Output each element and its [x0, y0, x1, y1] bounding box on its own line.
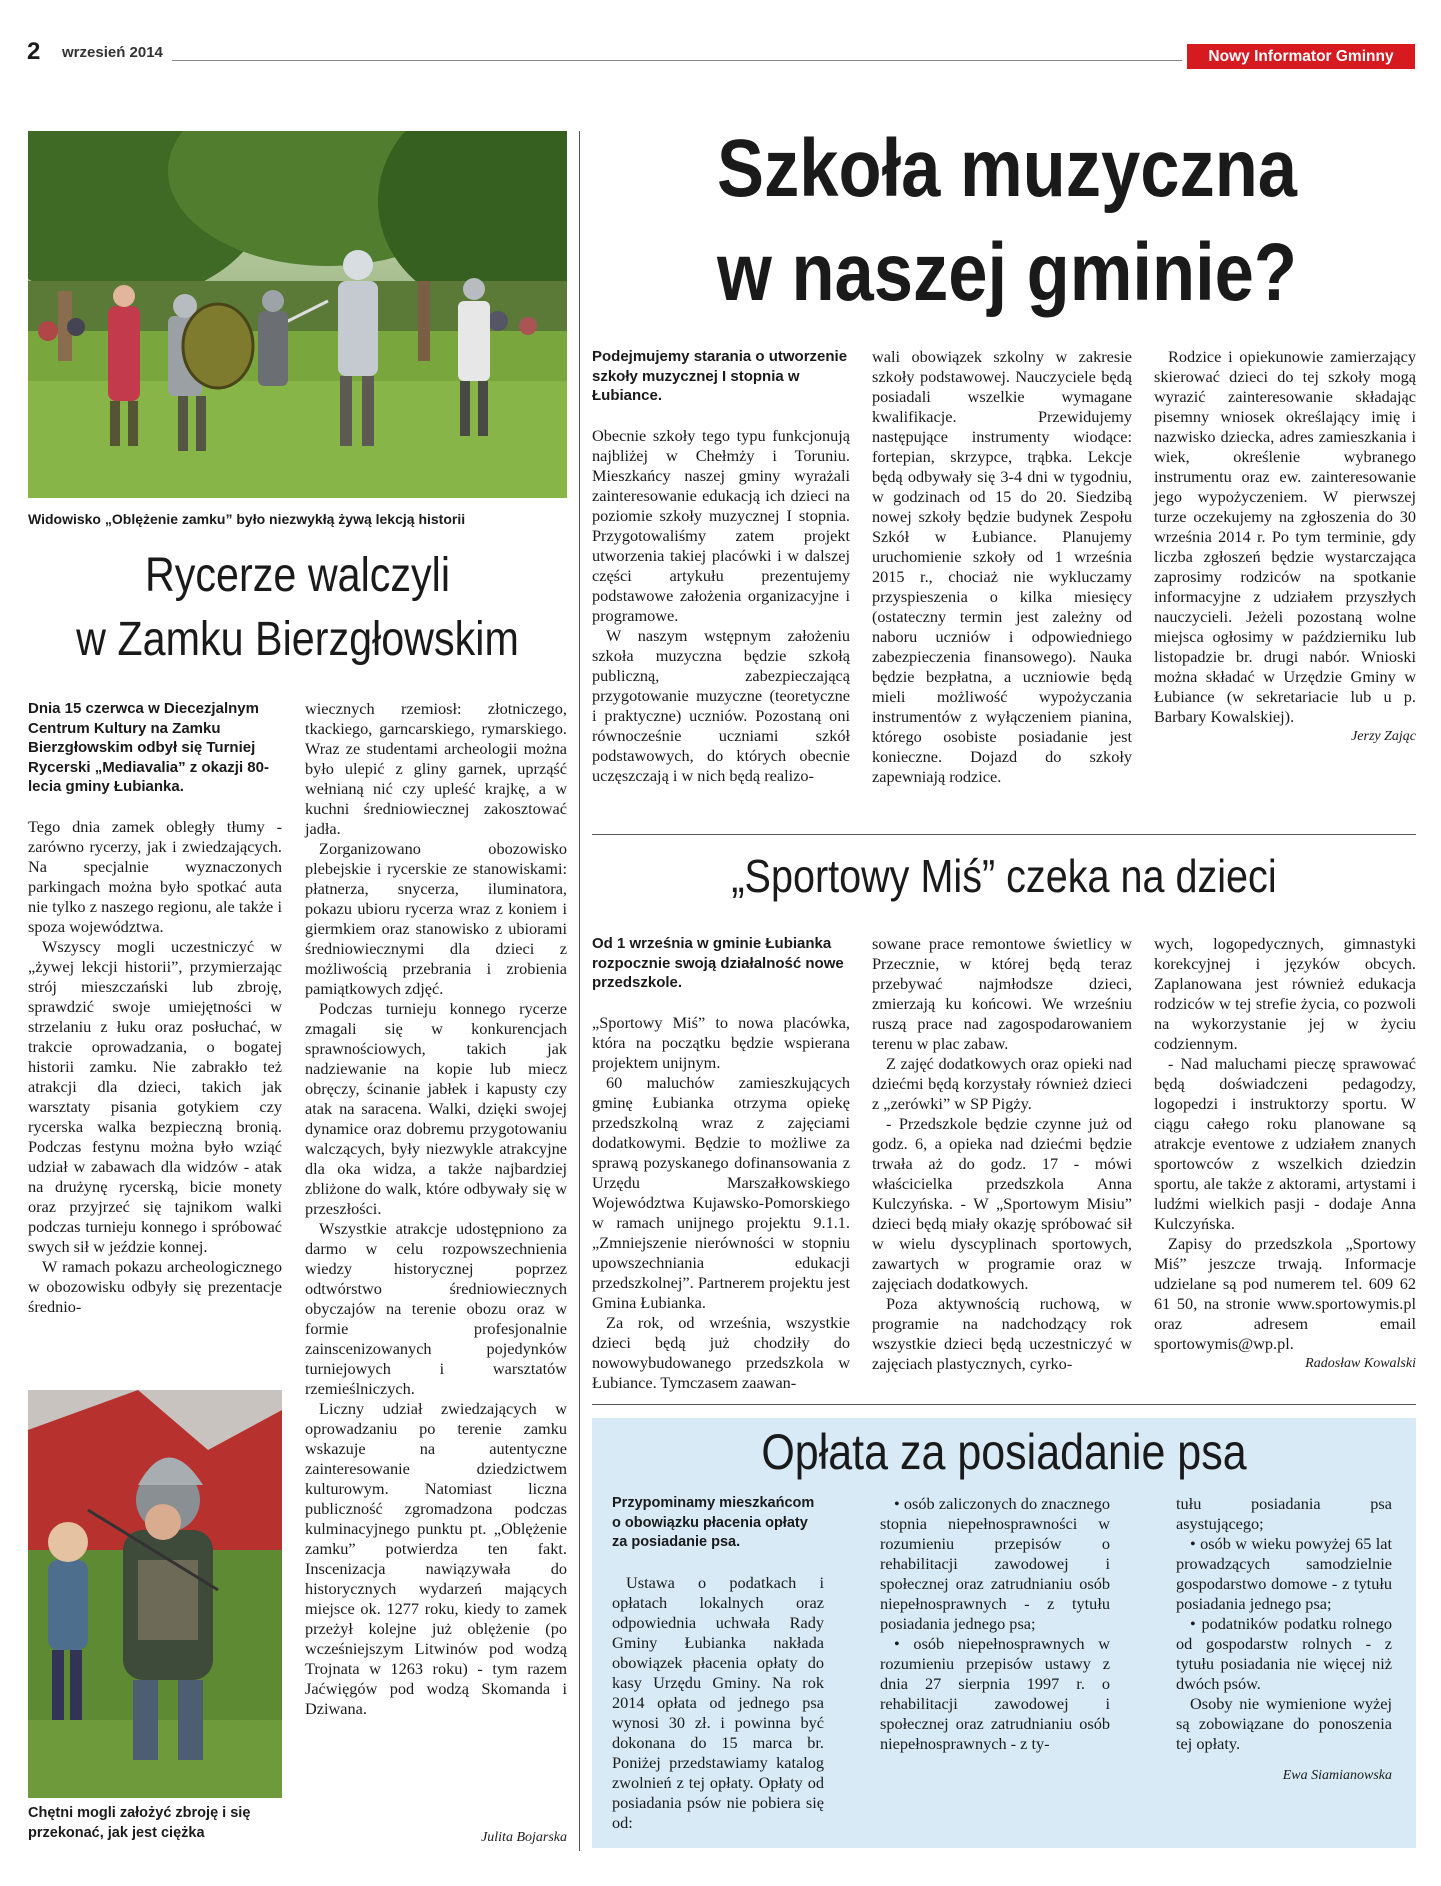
dog-lead: Przypominamy mieszkańcom o obowiązku płacenia opłaty za posiadanie psa. [612, 1495, 815, 1550]
list-item: • podatników podatku rolnego od gospodarstw rolnych - z tytułu posiadania nie więcej niż dwóch psów. [1176, 1614, 1392, 1693]
knights-photo-caption: Widowisko „Oblężenie zamku” było niezwykłą żywą lekcją historii [28, 511, 466, 527]
music-column-3 [1154, 347, 1416, 745]
knights-title [59, 544, 536, 672]
music-col2-text [872, 347, 1132, 787]
paragraph: Wszystkie atrakcje udostępniono za darmo w celu rozpowszechnienia wiedzy historycznej poprzez odtwórstwo średniowiecznych obyczajów na terenie obozu oraz w formie profesjonalnie zainscenizowanych pojedynków turniejowych i warsztatów rzemieślniczych. [305, 1219, 567, 1398]
dog-column-2 [880, 1494, 1110, 1754]
knights-column-2 [305, 699, 567, 1719]
paragraph: Poza aktywnością ruchową, w programie na nadchodzący rok wszystkie dzieci będą uczestniczyć w zajęciach plastycznych, cyrko- [872, 1294, 1132, 1373]
paragraph: Obecnie szkoły tego typu funkcjonują najbliżej w Chełmży i Toruniu. Mieszkańcy naszej gminy wyrażali zainteresowanie edukacją ich dzieci na poziomie szkoły muzycznej I stopnia. Przygotowaliśmy zatem projekt utworzenia takiej placówki i w dalszej części artykułu prezentujemy podstawowe założenia organizacyjne i programowe. [592, 425, 850, 625]
sport-col2-text [872, 934, 1132, 1374]
sport-title: „Sportowy Miś” czeka na dzieci [731, 850, 1277, 902]
paragraph: 60 maluchów zamieszkujących gminę Łubianka otrzyma opiekę przedszkolną wraz z zajęciami dodatkowymi. Będzie to możliwe za sprawą pozyskanego dofinansowania z Urzędu Marszałkowskiego Województwa Kujawsko-Pomorskiego w ramach unijnego projektu 9.1.1. „Zmniejszenie nierówności w stopniu upowszechniania edukacji przedszkolnej”. Partnerem projektu jest Gmina Łubianka. [592, 1072, 850, 1312]
dog-column-3 [1176, 1494, 1392, 1784]
paragraph: wych, logopedycznych, gimnastyki korekcyjnej i języków obcych. Zaplanowana jest również edukacja rodziców w tej strefie życia, co pozwoli na wykorzystanie jej w życiu codziennym. [1154, 934, 1416, 1053]
knights-column-1 [28, 699, 282, 1317]
music-title [650, 117, 1364, 325]
knights-lead: Dnia 15 czerwca w Diecezjalnym Centrum Kultury na Zamku Bierzgłowskim odbył się Turniej Rycerski „Mediavalia” z okazji 80-lecia gminy Łubianka. [28, 700, 269, 795]
paragraph: - Przedszkole będzie czynne już od godz. 6, a opieka nad dziećmi będzie trwała aż do godz. 17 - mówi właścicielka przedszkola Anna Kulczyńska. - W „Sportowym Misiu” dzieci będą miały okazję spróbować sił w wielu dyscyplinach sportowych, zawartych w programie oraz w zajęciach dodatkowych. [872, 1114, 1132, 1293]
paragraph: „Sportowy Miś” to nowa placówka, która na początku będzie wspierana projektem unijnym. [592, 1012, 850, 1072]
paragraph: Podczas turnieju konnego rycerze zmagali się w konkurencjach sprawnościowych, takich jak nadziewanie na kopie lub miecz obręczy, ścinanie jabłek i kapusty czy atak na saracena. Walki, dzięki swojej dynamice oraz dobremu przygotowaniu walczących, były niezwykle atrakcyjne dla oka widza, a także najbardziej zbliżone do walk, które odbywały się w przeszłości. [305, 999, 567, 1218]
music-column-2 [872, 347, 1132, 787]
list-item: • osób w wieku powyżej 65 lat prowadzących samodzielnie gospodarstwo domowe - z tytułu posiadania jednego psa; [1176, 1534, 1392, 1613]
dog-exemptions-list-2 [1176, 1494, 1392, 1754]
page-number: 2 [27, 38, 41, 65]
paragraph: Liczny udział zwiedzających w oprowadzaniu po terenie zamku wskazuje na autentyczne zainteresowanie dziedzictwem kulturowym. Natomiast liczna publiczność zgromadzona podczas kulminacyjnego punktu pt. „Oblężenie zamku” potwierdza ten fakt. Inscenizacja nawiązywała do historycznych wydarzeń mających miejsce ok. 1277 roku, kiedy to zamek przeżył kolejne już oblężenie (po wcześniejszym Litwinów pod wodzą Trojnata w 1263 roku) - tym razem Jaćwięgów pod wodzą Skomanda i Dziwana. [305, 1399, 567, 1718]
dog-column-1 [612, 1494, 824, 1833]
music-lead: Podejmujemy starania o utworzenie szkoły muzycznej I stopnia w Łubiance. [592, 348, 848, 404]
sport-col1-text [592, 1013, 850, 1393]
knights-title-line2: w Zamku Bierzgłowskim [76, 613, 519, 666]
dog-exemptions-list-1 [880, 1494, 1110, 1754]
sport-lead: Od 1 września w gminie Łubianka rozpocznie swoją działalność nowe przedszkole. [592, 935, 844, 991]
music-signature: Jerzy Zając [1351, 729, 1416, 744]
paragraph: W ramach pokazu archeologicznego w obozowisku odbyły się prezentacje średnio- [28, 1256, 282, 1316]
knights-title-line1: Rycerze walczyli [144, 549, 451, 602]
column-divider [579, 131, 580, 1851]
music-col3-text [1154, 347, 1416, 727]
knights-signature: Julita Bojarska [481, 1830, 567, 1845]
section-divider [592, 834, 1416, 835]
knights-battle-photo [28, 131, 567, 498]
publication-name: Nowy Informator Gminny [1187, 44, 1415, 69]
paragraph: Wszyscy mogli uczestniczyć w „żywej lekcji historii”, przymierzając strój mieszczański lub zbroję, sprawdzić swoje umiejętności w strzelaniu z łuku oraz posłuchać, w trakcie oprowadzania, o bogatej historii zamku. Nie zabrakło też atrakcji dla dzieci, takich jak warsztaty pisania gotykiem czy rycerska walka bezpieczną bronią. Podczas festynu można było wziąć udział w zabawach dla widzów - atak na drużynę rycerską, bicie monety oraz przyjrzeć się tajnikom walki podczas turnieju konnego i spróbować swych sił w jeździe konnej. [28, 936, 282, 1256]
paragraph: Z zajęć dodatkowych oraz opieki nad dziećmi będą korzystały również dzieci z „zerówki” w SP Pigży. [872, 1054, 1132, 1113]
paragraph: wiecznych rzemiosł: złotniczego, tkackiego, garncarskiego, rymarskiego. Wraz ze studentami archeologii można było ulepić z gliny garnek, uprząść wełnianą nić czy upleść krajkę, a w kuchni średniowiecznej zakosztować jadła. [305, 699, 567, 838]
paragraph: sowane prace remontowe świetlicy w Przecznie, w której będą teraz przebywać najmłodsze dzieci, zmierzają ku końcowi. We wrześniu ruszą prace nad zagospodarowaniem terenu w plac zabaw. [872, 934, 1132, 1053]
sport-col3-text [1154, 934, 1416, 1354]
girl-armor-caption: Chętni mogli założyć zbroję i się przekonać, jak jest ciężka [28, 1805, 251, 1841]
paragraph: wali obowiązek szkolny w zakresie szkoły podstawowej. Nauczyciele będą posiadali wszelkie wymagane kwalifikacje. Przewidujemy następujące instrumenty wiodące: fortepian, skrzypce, trąbka. Lekcje będą odbywały się 3-4 dni w tygodniu, w godzinach od 15 do 20. Siedzibą nowej szkoły będzie budynek Zespołu Szkół w Łubiance. Planujemy uruchomienie szkoły od 1 września 2015 r., chociaż nie wykluczamy przyspieszenia o kilka miesięcy (ostateczny termin jest zależny od naboru uczniów i odpowiedniego zabezpieczenia finansowego). Nauka będzie bezpłatna, a uczniowie będą mieli możliwość wypożyczania instrumentów z wyłączeniem pianina, którego osobiste posiadanie jest konieczne. Dojazd do szkoły zapewniają rodzice. [872, 347, 1132, 786]
paragraph: - Nad maluchami pieczę sprawować będą doświadczeni pedagodzy, logopedzi i instruktorzy sportu. W ciągu całego roku planowane są atrakcje eventowe z udziałem znanych sportowców z wszelkich dziedzin sportu, ale także z aktorami, artystami i ludźmi wielkich pasji - dodaje Anna Kulczyńska. [1154, 1054, 1416, 1233]
paragraph: Zapisy do przedszkola „Sportowy Miś” jeszcze trwają. Informacje udzielane są pod numerem tel. 609 62 61 50, na stronie www.sportowymis.pl oraz adresem email sportowymis@wp.pl. [1154, 1234, 1416, 1353]
dog-fee-title: Opłata za posiadanie psa [761, 1424, 1247, 1480]
music-title-line2: w naszej gminie? [717, 227, 1297, 318]
paragraph: W naszym wstępnym założeniu szkoła muzyczna będzie szkołą publiczną, zabezpieczającą przygotowanie muzyczne (teoretyczne i praktyczne) uczniów. Pozostaną oni równocześnie uczniami szkół podstawowych, do których obecnie uczęszczają i w nich będą realizo- [592, 625, 850, 785]
list-item: • osób zaliczonych do znacznego stopnia niepełnosprawności w rozumieniu przepisów o rehabilitacji zawodowej i społecznej oraz zatrudnianiu osób niepełnosprawnych - z tytułu posiadania jednego psa; [880, 1494, 1110, 1633]
paragraph: Ustawa o podatkach i opłatach lokalnych oraz odpowiednia uchwała Rady Gminy Łubianka nakłada obowiązek płacenia opłaty do kasy Urzędu Gminy. Na rok 2014 opłata od jednego psa wynosi 30 zł. i powinna być dokonana do 15 marca br. Poniżej przedstawiamy katalog zwolnień z tej opłaty. Opłaty od posiadania psów nie pobiera się od: [612, 1572, 824, 1832]
sport-column-3 [1154, 934, 1416, 1372]
issue-date: wrzesień 2014 [62, 44, 163, 61]
dog-col1-text [612, 1573, 824, 1833]
sport-column-1 [592, 934, 850, 1393]
music-column-1 [592, 347, 850, 786]
header-rule [172, 60, 1182, 61]
paragraph: Za rok, od września, wszystkie dzieci będą już chodziły do nowowybudowanego przedszkola w Łubiance. Tymczasem zaawan- [592, 1312, 850, 1392]
paragraph: Tego dnia zamek obległy tłumy - zarówno rycerzy, jak i zwiedzających. Na specjalnie wyznaczonych parkingach można było spotkać auta nie tylko z naszego regionu, ale także i spoza województwa. [28, 816, 282, 936]
section-divider [592, 1404, 1416, 1405]
music-title-line1: Szkoła muzyczna [716, 123, 1298, 214]
knights-col1-text [28, 817, 282, 1317]
paragraph: Zorganizowano obozowisko plebejskie i rycerskie ze stanowiskami: płatnerza, snycerza, iluminatora, pokazu ubioru rycerza wraz z koniem i giermkiem oraz stanowisko z ubiorami średniowiecznymi dla dzieci z możliwością przebrania i zrobienia pamiątkowych zdjęć. [305, 839, 567, 998]
sport-column-2 [872, 934, 1132, 1374]
sport-signature: Radosław Kowalski [1305, 1356, 1416, 1371]
music-col1-text [592, 426, 850, 786]
list-item: Osoby nie wymienione wyżej są zobowiązane do ponoszenia tej opłaty. [1176, 1694, 1392, 1753]
knights-col2-text [305, 699, 567, 1719]
list-item: tułu posiadania psa asystującego; [1176, 1494, 1392, 1533]
list-item: • osób niepełnosprawnych w rozumieniu przepisów ustawy z dnia 27 sierpnia 1997 r. o rehabilitacji zawodowej i społecznej oraz zatrudnianiu osób niepełnosprawnych - z ty- [880, 1634, 1110, 1753]
dog-signature: Ewa Siamianowska [1282, 1768, 1392, 1783]
girl-armor-photo [28, 1390, 282, 1798]
paragraph: Rodzice i opiekunowie zamierzający skierować dzieci do tej szkoły mogą wyrazić zainteresowanie składając pisemny wniosek określający imię i nazwisko dziecka, adres zamieszkania i wiek, określenie wybranego instrumentu oraz ew. zainteresowanie jego wypożyczeniem. W pierwszej turze oczekujemy na zgłoszenia do 30 września 2014 r. Po tym terminie, gdy liczba zgłoszeń będzie wystarczająca zaprosimy rodziców na spotkanie informacyjne z udziałem przyszłych nauczycieli. Jeżeli pozostaną wolne miejsca ogłosimy w październiku lub listopadzie br. drugi nabór. Wnioski można składać w Urzędzie Gminy w Łubiance (w sekretariacie lub u p. Barbary Kowalskiej). [1154, 347, 1416, 726]
